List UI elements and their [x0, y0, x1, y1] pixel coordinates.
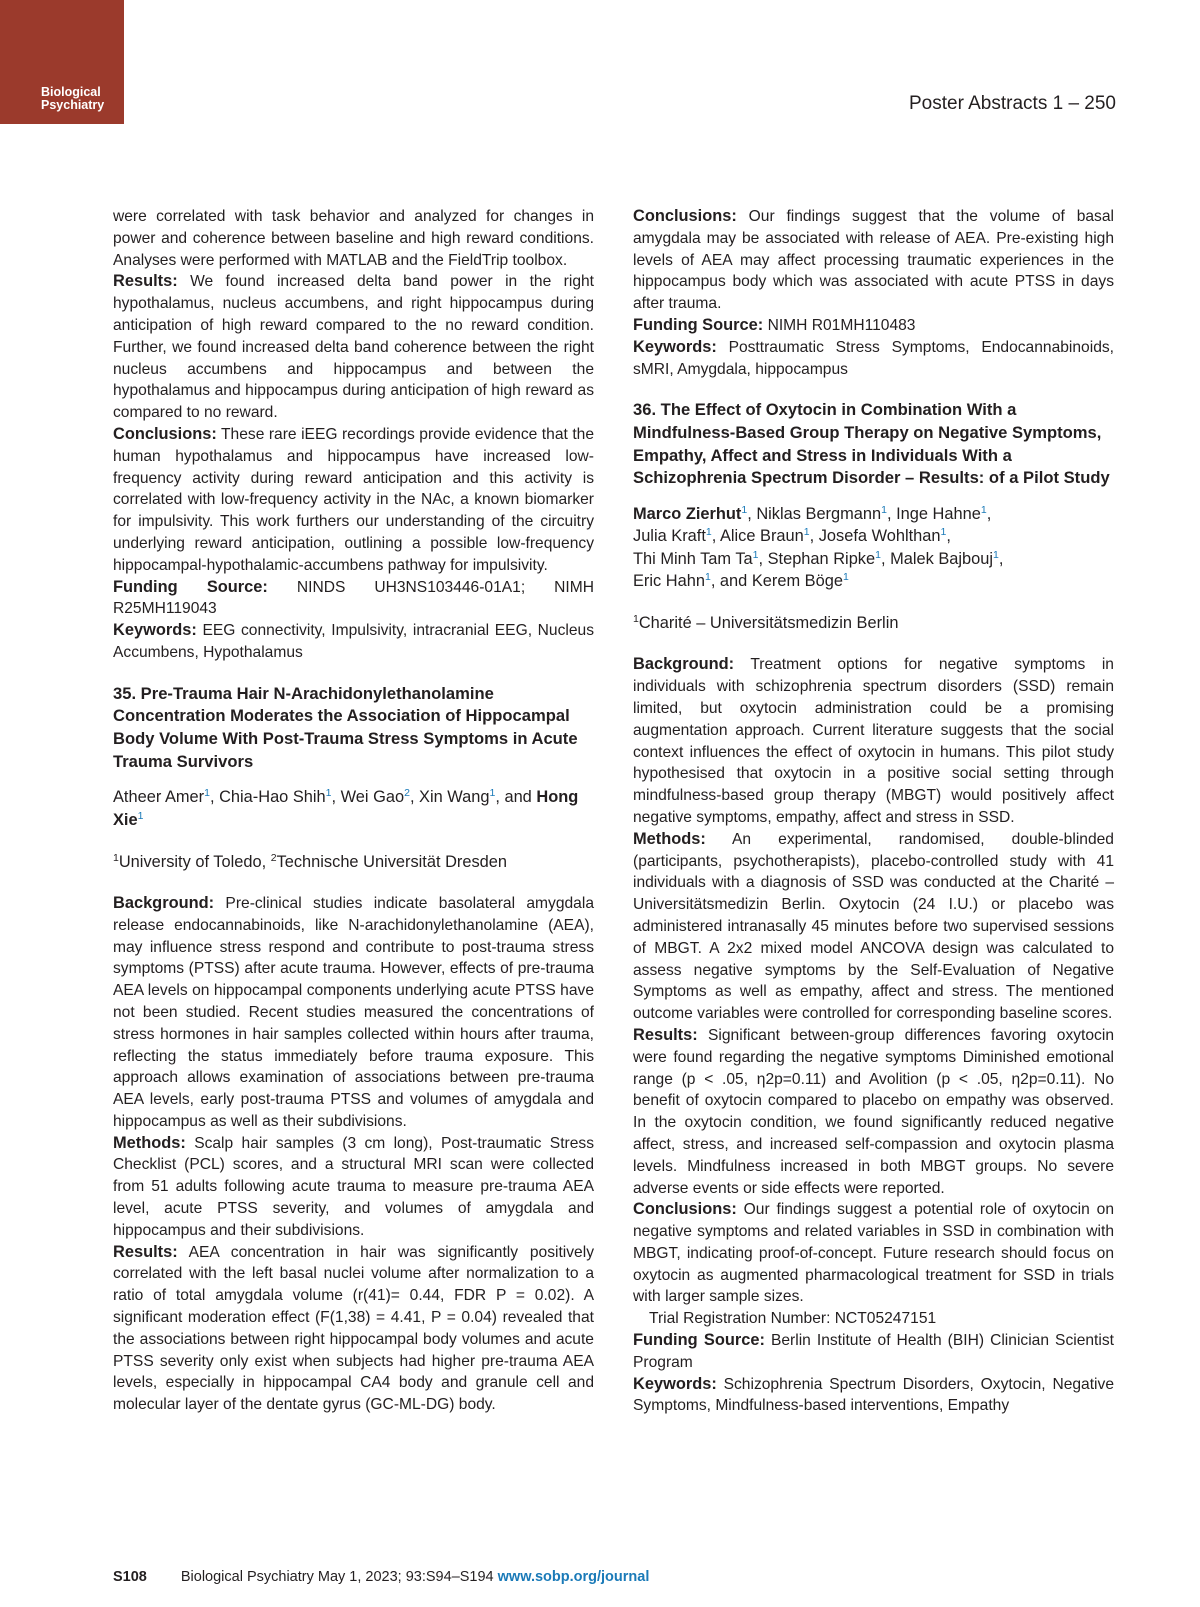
section-text: Treatment options for negative symptoms in individuals with schizophrenia spectrum disorders (SSD) remain limited, but oxytocin administration could be a promising augmentation approach. Current literature suggests that the social context influences the effect of oxytocin in humans. This pilot study hypothesised that oxytocin in a positive social setting through mindfulness-based group therapy (MBGT) would positively affect negative symptoms, empathy, affect and stress in SSD.: [633, 656, 1114, 826]
prev-funding-section: [113, 577, 594, 621]
section-label: Results:: [633, 1025, 698, 1044]
abstract-35-conclusions: [633, 206, 1114, 315]
abstract-36-results: [633, 1025, 1114, 1199]
abstract-36-keywords: [633, 1374, 1114, 1418]
abstract-36-conclusions: [633, 1199, 1114, 1308]
section-label: Background:: [113, 893, 215, 912]
section-text: Posttraumatic Stress Symptoms, Endocannabinoids, sMRI, Amygdala, hippocampus: [633, 338, 1114, 378]
section-text: NIMH R01MH110483: [767, 316, 916, 334]
section-text: Our findings suggest a potential role of oxytocin on negative symptoms and related variables in SSD in combination with MBGT, indicating proof-of-concept. Future research should focus on oxytocin as augmented pharmacological treatment for SSD in trials with larger sample sizes.: [633, 1201, 1114, 1306]
section-label: Keywords:: [113, 621, 197, 640]
section-text: Significant between-group differences favoring oxytocin were found regarding the negative symptoms Diminished emotional range (p < .05, η2p=0.11) and Avolition (p < .05, η2p=0.11). No benefit of oxytocin compared to placebo on empathy was observed. In the oxytocin condition, we found significantly reduced negative affect, stress, and increased self-compassion and oxytocin plasma levels. Mindfulness increased in both MBGT groups. No severe adverse events or side effects were reported.: [633, 1026, 1114, 1197]
abstract-36-methods: [633, 829, 1114, 1025]
abstract-36-trial-registration: Trial Registration Number: NCT05247151: [649, 1310, 937, 1328]
abstract-36-affiliations: $^1$Charité – Universitätsmedizin Berlin: [633, 613, 899, 633]
section-label: Funding Source:: [113, 577, 268, 596]
journal-logo-tab: [0, 0, 124, 124]
abstract-35-authors: Atheer Amer$^1$, Chia-Hao Shih$^1$, Wei Gao$^2$, Xin Wang$^1$, and Hong Xie$^1$: [113, 787, 579, 829]
abstract-35-funding: [633, 315, 1114, 337]
section-label: Conclusions:: [633, 207, 737, 225]
section-label: Background:: [633, 655, 735, 674]
abstract-36-background: [633, 654, 1114, 828]
section-label: Keywords:: [633, 337, 717, 356]
journal-url-link[interactable]: www.sobp.org/journal: [497, 1569, 650, 1585]
section-text: Scalp hair samples (3 cm long), Post-traumatic Stress Checklist (PCL) scores, and a structural MRI scan were collected from 51 adults following acute trauma to measure pre-trauma AEA level, acute PTSS severity, and volumes of amygdala and hippocampus and their subdivisions.: [113, 1134, 594, 1239]
section-label: Keywords:: [633, 1374, 717, 1393]
section-text: These rare iEEG recordings provide evidence that the human hypothalamus and hippocampus have increased low-frequency activity during reward anticipation and this activity is correlated with low-frequency activity in the NAc, a known biomarker for impulsivity. This work furthers our understanding of the circuitry underlying reward anticipation, outlining a possible low-frequency hippocampal-hypothalamic-accumbens pathway for impulsivity.: [113, 425, 594, 574]
abstract-36-title: 36. The Effect of Oxytocin in Combination With a Mindfulness-Based Group Therapy on Negative Symptoms, Empathy, Affect and Stress in Individuals With a Schizophrenia Spectrum Disorder – Results: of a Pilot Study: [633, 400, 1110, 488]
journal-citation: Biological Psychiatry May 1, 2023; 93:S94–S194: [180, 1569, 494, 1585]
section-text: An experimental, randomised, double-blinded (participants, psychotherapists), placebo-controlled study with 41 individuals with a diagnosis of SSD was conducted at the Charité – Universitätsmedizin Berlin. Oxytocin (24 I.U.) or placebo was administered intranasally 45 minutes before two supervised sessions of MBGT. A 2x2 mixed model ANCOVA design was calculated to assess negative symptoms by the Self-Evaluation of Negative Symptoms as well as empathy, affect and stress. The mentioned outcome variables were controlled for corresponding baseline scores.: [633, 830, 1114, 1023]
section-label: Conclusions:: [633, 1200, 737, 1219]
right-column: [633, 206, 1114, 1417]
prev-results-section: [113, 271, 594, 424]
page-footer: [113, 1569, 649, 1585]
abstract-35-background: [113, 893, 594, 1133]
running-head: Poster Abstracts 1 – 250: [908, 93, 1116, 114]
section-label: Methods:: [633, 829, 706, 848]
abstract-36-funding: [633, 1330, 1114, 1374]
section-text: Berlin Institute of Health (BIH) Clinician Scientist Program: [633, 1332, 1114, 1371]
section-text: Our findings suggest that the volume of basal amygdala may be associated with release of AEA. Pre-existing high levels of AEA may affect processing traumatic experiences in the hippocampus body which was associated with acute PTSS in days after trauma.: [633, 208, 1114, 313]
left-column: [113, 206, 594, 1416]
journal-logo-text: Biological Psychiatry: [41, 85, 105, 112]
section-label: Methods:: [113, 1133, 186, 1152]
abstract-35-methods: [113, 1133, 594, 1242]
section-label: Results:: [113, 272, 178, 291]
section-label: Funding Source:: [633, 1331, 765, 1350]
page-folio: S108: [113, 1569, 147, 1585]
abstract-35-title: 35. Pre-Trauma Hair N-Arachidonylethanolamine Concentration Moderates the Association of Hippocampal Body Volume With Post-Trauma Stress Symptoms in Acute Trauma Survivors: [113, 683, 578, 771]
section-text: We found increased delta band power in the right hypothalamus, nucleus accumbens, and right hippocampus during anticipation of high reward compared to the no reward condition. Further, we found increased delta band coherence between the right nucleus accumbens and hippocampus and between the hypothalamus and hippocampus during anticipation of high reward as compared to no reward.: [113, 273, 594, 422]
section-text: Pre-clinical studies indicate basolateral amygdala release endocannabinoids, like N-arachidonylethanolamine (AEA), may influence stress respond and contribute to post-trauma stress symptoms (PTSS) after acute trauma. However, effects of pre-trauma AEA levels on hippocampal components underlying acute PTSS have not been studied. Recent studies measured the concentrations of stress hormones in hair samples collected within hours after trauma, reflecting the status immediately before trauma exposure. This approach allows examination of associations between pre-trauma AEA levels, early post-trauma PTSS and volumes of amygdala and hippocampus as well as their subdivisions.: [113, 894, 594, 1130]
continued-methods-text: were correlated with task behavior and analyzed for changes in power and coherence between baseline and high reward conditions. Analyses were performed with MATLAB and the FieldTrip toolbox.: [113, 208, 594, 269]
abstract-35-affiliations: $^1$University of Toledo, $^2$Technische Universität Dresden: [113, 851, 508, 871]
section-text: EEG connectivity, Impulsivity, intracranial EEG, Nucleus Accumbens, Hypothalamus: [113, 622, 594, 661]
section-text: NINDS UH3NS103446-01A1; NIMH R25MH119043: [113, 578, 594, 618]
section-label: Conclusions:: [113, 424, 217, 443]
section-label: Results:: [113, 1242, 178, 1261]
prev-conclusions-section: [113, 424, 594, 577]
section-label: Funding Source:: [633, 315, 764, 334]
section-text: AEA concentration in hair was significantly positively correlated with the left basal nuclei volume after normalization to a ratio of total amygdala volume (r(41)= 0.44, FDR P = 0.02). A significant moderation effect (F(1,38) = 4.41, P = 0.04) revealed that the associations between right hippocampal body volumes and acute PTSS severity only exist when subjects had higher pre-trauma AEA levels, especially in hippocampal CA4 body and granule cell and molecular layer of the dentate gyrus (GC-ML-DG) body.: [113, 1243, 594, 1414]
section-text: Schizophrenia Spectrum Disorders, Oxytocin, Negative Symptoms, Mindfulness-based interventions, Empathy: [633, 1375, 1114, 1415]
abstract-36-authors: Marco Zierhut$^1$, Niklas Bergmann$^1$, Inge Hahne$^1$, Julia Kraft$^1$, Alice Braun$^1$, Josefa Wohlthan$^1$, Thi Minh Tam Ta$^1$, Stephan Ripke$^1$, Malek Bajbouj$^1$, Eric Hahn$^1$, and Kerem Böge$^1$: [633, 503, 1004, 590]
abstract-35-keywords: [633, 337, 1114, 381]
abstract-35-results: [113, 1242, 594, 1416]
prev-keywords-section: [113, 620, 594, 664]
